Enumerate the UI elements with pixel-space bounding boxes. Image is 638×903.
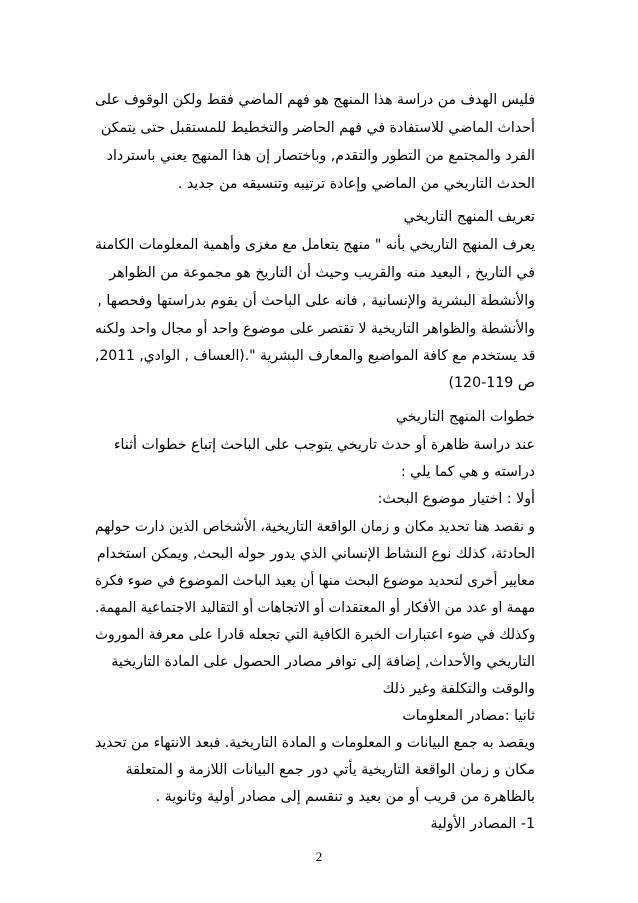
paragraph-line: فليس الهدف من دراسة هذا المنهج هو فهم الماضي فقط ولكن الوقوف على [94,92,535,108]
paragraph-line: والأنشطة والظواهر التاريخية لا تقتصر على موضوع واحد أو مجال واحد ولكنه [95,321,535,337]
paragraph-line: في التاريخ , البعيد منه والقريب وحيث أن التاريخ هو مجموعة من الظواهر [109,265,535,281]
subsection-title-primary-sources: 1- المصادر الأولية [430,816,535,832]
paragraph-line: وكذلك في ضوء اعتبارات الخبرة الكافية التي تجعله قادرا على معرفة الموروث [94,627,535,643]
paragraph-line: الحدث التاريخي من الماضي وإعادة ترتيبه وتنسيقه من جديد . [177,176,535,192]
page-number: 2 [315,849,323,864]
paragraph-line: بالظاهرة من قريب أو من بعيد و تنقسم إلى مصادر أولية وثانوية . [155,789,535,805]
paragraph-line: معايير أخرى لتحديد موضوع البحث منها أن يعيد الباحث الموضوع في ضوء فكرة [95,573,535,589]
paragraph-line: ويقصد به جمع البيانات و المعلومات و المادة التاريخية. فبعد الانتهاء من تحديد [94,735,535,751]
paragraph-line: الحادثة، كذلك نوع النشاط الإنساني الذي يدور حوله البحث, ويمكن استخدام [96,546,535,562]
paragraph-line: الفرد والمجتمع من التطور والتقدم, وباختصار إن هذا المنهج يعني باسترداد [106,148,535,164]
paragraph-line: أحداث الماضي للاستفادة في فهم الحاضر والتخطيط للمستقبل حتى يتمكن [100,120,535,136]
paragraph-line: مهمة او عدد من الأفكار أو المعتقدات أو الاتجاهات أو التقاليد الاجتماعية المهمة. [94,600,535,616]
paragraph-line: التاريخي والأحداث, إضافة إلى توافر مصادر الحصول على المادة التاريخية [111,654,535,670]
paragraph-line: و نقصد هنا تحديد مكان و زمان الواقعة التاريخية، الأشخاص الذين دارت حولهم [94,519,535,535]
paragraph-line: والأنشطة البشرية والإنسانية , فانه على الباحث أن يقوم بدراستها وفحصها , [97,293,535,309]
section-heading-steps: خطوات المنهج التاريخي [395,409,535,425]
paragraph-line: دراسته و هي كما يلي : [400,464,535,480]
paragraph-line-citation: ص 119-120) [448,375,535,391]
step-title-first: أولا : اختيار موضوع البحث: [377,491,535,507]
paragraph-line: عند دراسة ظاهرة أو حدث تاريخي يتوجب على الباحث إتباع خطوات أثناء [113,437,535,453]
section-heading-definition: تعريف المنهج التاريخي [403,209,535,225]
step-title-second: ثانيا :مصادر المعلومات [402,708,535,724]
paragraph-line: قد يستخدم مع كافة المواضيع والمعارف البشرية ".(العساف , الوادي, 2011, [94,348,536,364]
paragraph-line: مكان و زمان الواقعة التاريخية يأتي دور جمع البيانات اللازمة و المتعلقة [125,762,535,778]
paragraph-line: يعرف المنهج التاريخي بأنه " منهج يتعامل مع مغزى وأهمية المعلومات الكامنة [94,237,535,253]
paragraph-line: والوقت والتكلفة وغير ذلك [382,681,535,697]
